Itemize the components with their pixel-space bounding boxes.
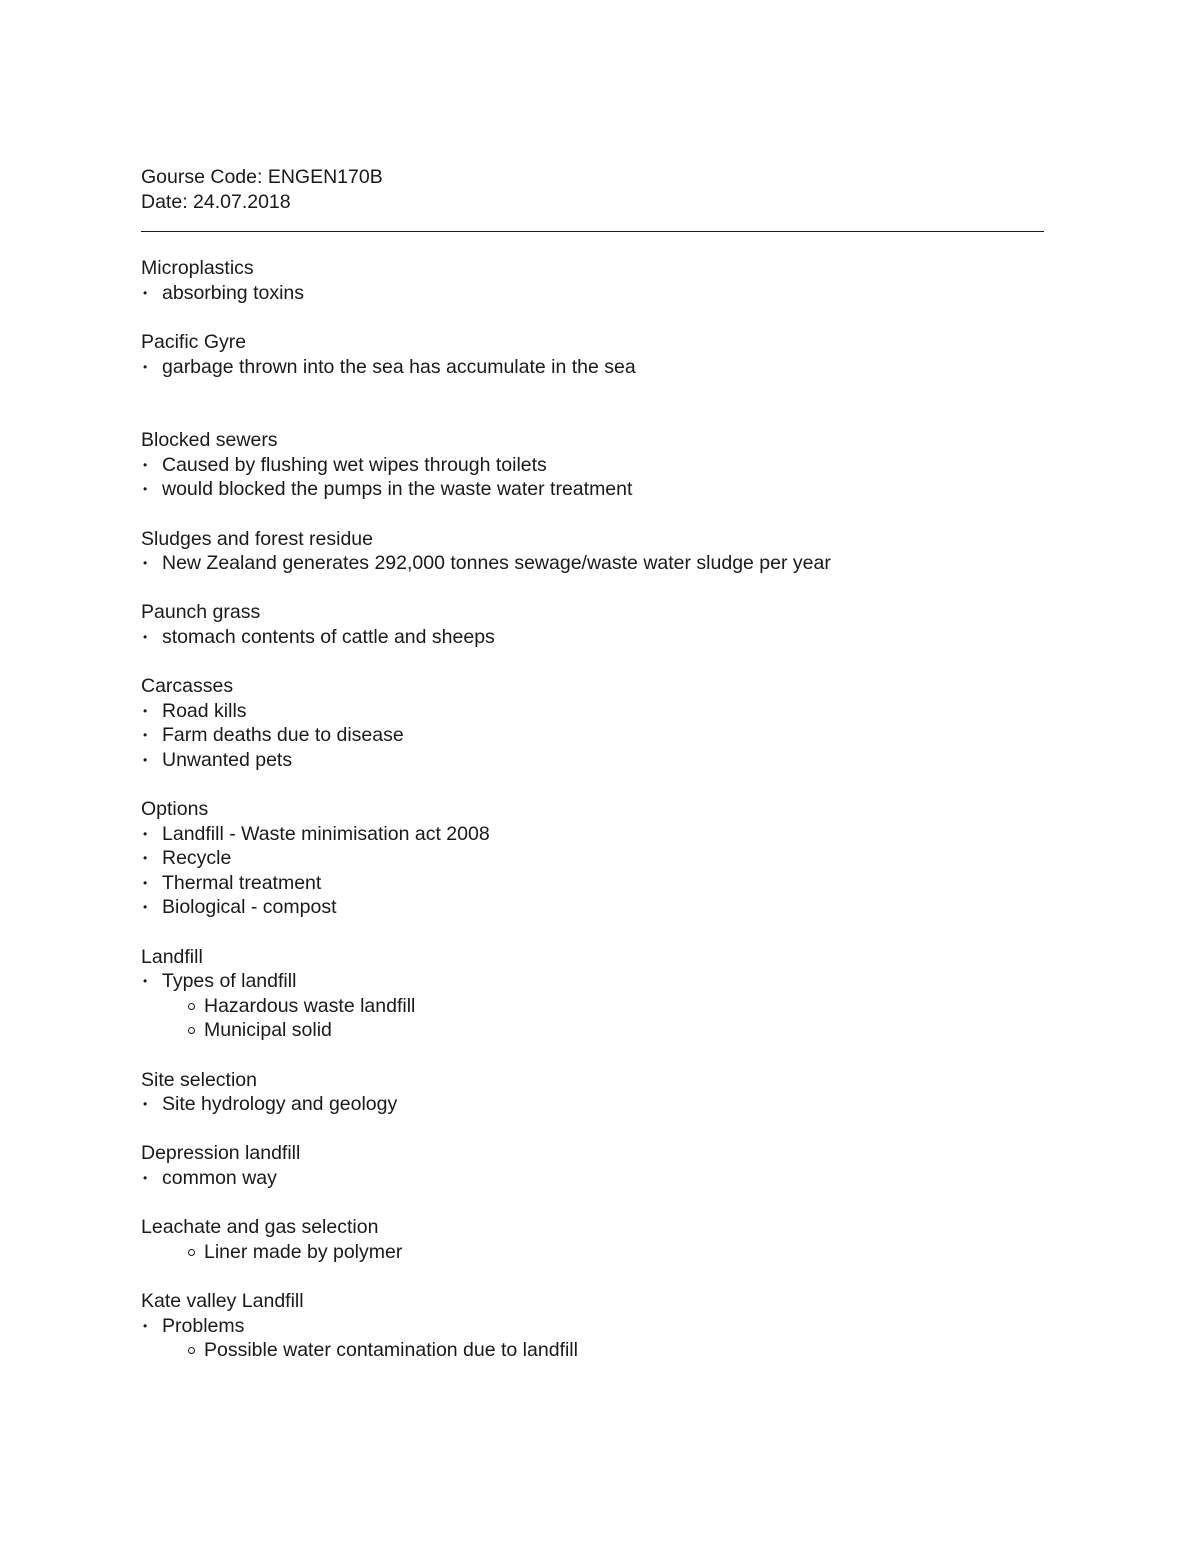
section-heading: Kate valley Landfill [141, 1289, 304, 1312]
section-kate-valley [141, 1289, 1051, 1363]
bullet-list [141, 453, 1051, 502]
list-item [141, 895, 1051, 920]
bullet-icon: • [143, 851, 148, 866]
sub-list-item-text: Municipal solid [204, 1019, 332, 1042]
bullet-list [141, 625, 1051, 650]
section-heading: Depression landfill [141, 1142, 301, 1165]
bullet-icon: • [143, 556, 148, 571]
bullet-icon: • [143, 1097, 148, 1112]
list-item-text: Caused by flushing wet wipes through toilets [162, 453, 547, 476]
bullet-icon: • [143, 974, 148, 989]
list-item [141, 699, 1051, 724]
list-item [141, 453, 1051, 478]
bullet-list [141, 969, 1051, 994]
list-item [141, 871, 1051, 896]
bullet-icon: • [143, 752, 148, 767]
bullet-icon: • [143, 728, 148, 743]
hollow-circle-bullet-icon [188, 1347, 195, 1354]
bullet-icon: • [143, 285, 148, 300]
bullet-list [141, 281, 1051, 306]
list-item [141, 1166, 1051, 1191]
sub-list-item-text: Possible water contamination due to landfill [204, 1339, 578, 1362]
section-sludges [141, 527, 1051, 576]
list-item [141, 846, 1051, 871]
course-code: Gourse Code: ENGEN170B [141, 166, 383, 188]
bullet-icon: • [143, 1170, 148, 1185]
list-item [141, 969, 1051, 994]
sub-list-item [141, 1240, 1051, 1265]
bullet-icon: • [143, 875, 148, 890]
bullet-icon: • [143, 1318, 148, 1333]
section-heading: Site selection [141, 1068, 257, 1091]
section-heading: Blocked sewers [141, 429, 278, 452]
bullet-list [141, 1166, 1051, 1191]
section-blocked-sewers [141, 428, 1051, 502]
sub-list-item-text: Liner made by polymer [204, 1240, 403, 1263]
list-item-text: absorbing toxins [162, 281, 305, 304]
list-item-text: Unwanted pets [162, 748, 293, 771]
section-heading: Landfill [141, 945, 203, 968]
list-item-text: Types of landfill [162, 970, 297, 993]
bullet-list [141, 699, 1051, 773]
section-heading: Paunch grass [141, 601, 261, 624]
bullet-icon: • [143, 900, 148, 915]
bullet-icon: • [143, 826, 148, 841]
hollow-circle-bullet-icon [188, 1003, 195, 1010]
sub-bullet-list [141, 994, 1051, 1043]
sub-bullet-list [141, 1338, 1051, 1363]
bullet-list [141, 822, 1051, 920]
bullet-list [141, 1314, 1051, 1339]
section-depression-landfill [141, 1141, 1051, 1190]
sub-list-item [141, 1018, 1051, 1043]
list-item-text: Road kills [162, 699, 247, 722]
section-carcasses [141, 674, 1051, 772]
sub-bullet-list [141, 1240, 1051, 1265]
list-item-text: Farm deaths due to disease [162, 724, 404, 747]
section-heading: Options [141, 798, 209, 821]
section-microplastics [141, 256, 1051, 305]
section-paunch-grass [141, 600, 1051, 649]
section-heading: Sludges and forest residue [141, 527, 373, 550]
sub-list-item-text: Hazardous waste landfill [204, 994, 416, 1017]
bullet-icon: • [143, 457, 148, 472]
section-heading: Leachate and gas selection [141, 1216, 379, 1239]
bullet-list [141, 551, 1051, 576]
list-item-text: Landfill - Waste minimisation act 2008 [162, 822, 490, 845]
list-item-text: Biological - compost [162, 896, 337, 919]
section-site-selection [141, 1068, 1051, 1117]
list-item-text: Thermal treatment [162, 871, 322, 894]
section-pacific-gyre [141, 330, 1051, 379]
list-item-text: would blocked the pumps in the waste water treatment [162, 478, 633, 501]
notes-page [141, 165, 1051, 1387]
list-item [141, 748, 1051, 773]
list-item [141, 1092, 1051, 1117]
list-item-text: common way [162, 1166, 277, 1189]
list-item [141, 822, 1051, 847]
hollow-circle-bullet-icon [188, 1027, 195, 1034]
list-item [141, 355, 1051, 380]
bullet-icon: • [143, 629, 148, 644]
section-heading: Carcasses [141, 675, 234, 698]
bullet-icon: • [143, 482, 148, 497]
sub-list-item [141, 994, 1051, 1019]
hollow-circle-bullet-icon [188, 1249, 195, 1256]
list-item-text: Problems [162, 1314, 245, 1337]
list-item-text: stomach contents of cattle and sheeps [162, 625, 495, 648]
section-heading: Microplastics [141, 257, 254, 280]
bullet-list [141, 1092, 1051, 1117]
list-item [141, 477, 1051, 502]
list-item-text: Recycle [162, 847, 232, 870]
list-item [141, 723, 1051, 748]
separator-line [141, 231, 1044, 232]
list-item-text: Site hydrology and geology [162, 1093, 398, 1116]
bullet-list [141, 355, 1051, 380]
date: Date: 24.07.2018 [141, 190, 291, 213]
list-item [141, 551, 1051, 576]
section-options [141, 797, 1051, 920]
list-item [141, 1314, 1051, 1339]
section-heading: Pacific Gyre [141, 330, 247, 353]
list-item [141, 625, 1051, 650]
list-item-text: garbage thrown into the sea has accumulate in the sea [162, 355, 636, 378]
bullet-icon: • [143, 703, 148, 718]
section-landfill [141, 945, 1051, 1043]
list-item-text: New Zealand generates 292,000 tonnes sewage/waste water sludge per year [162, 552, 831, 575]
sub-list-item [141, 1338, 1051, 1363]
section-leachate [141, 1215, 1051, 1264]
bullet-icon: • [143, 359, 148, 374]
list-item [141, 281, 1051, 306]
